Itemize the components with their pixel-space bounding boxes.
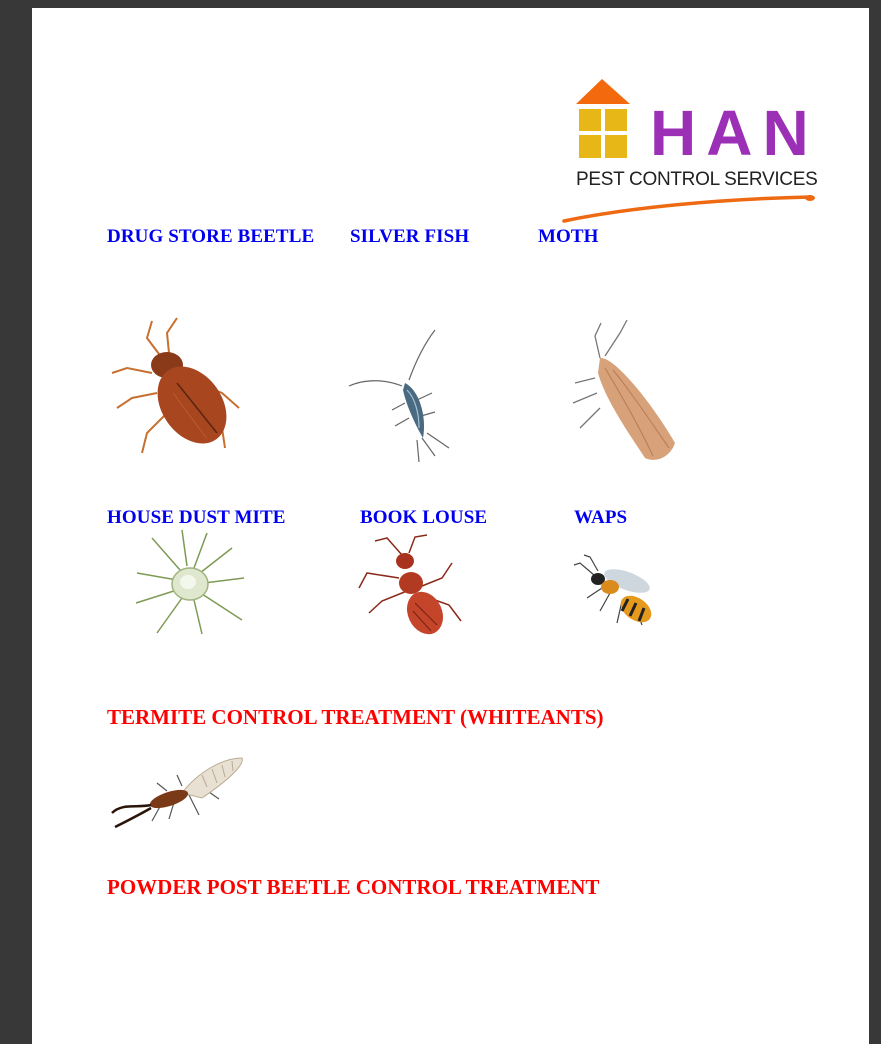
- mite-icon: [132, 528, 247, 636]
- pest-label-moth: MOTH: [538, 226, 599, 247]
- pest-label-waps: WAPS: [574, 507, 628, 528]
- swoosh-icon: [562, 193, 822, 225]
- booklouse-icon: [357, 533, 467, 645]
- beetle-icon: [107, 313, 247, 463]
- pest-label-drug-store-beetle: DRUG STORE BEETLE: [107, 226, 315, 247]
- moth-icon: [565, 318, 685, 468]
- logo-tagline: PEST CONTROL SERVICES: [576, 169, 818, 190]
- section-heading-termite: TERMITE CONTROL TREATMENT (WHITEANTS): [107, 705, 604, 729]
- wasp-icon: [572, 553, 667, 645]
- silverfish-icon: [347, 328, 462, 463]
- termite-icon: [107, 753, 247, 828]
- pest-label-book-louse: BOOK LOUSE: [360, 507, 488, 528]
- document-page: [32, 8, 869, 1044]
- pest-label-silver-fish: SILVER FISH: [350, 226, 470, 247]
- section-heading-powder-post-beetle: POWDER POST BEETLE CONTROL TREATMENT: [107, 875, 600, 899]
- pest-label-house-dust-mite: HOUSE DUST MITE: [107, 507, 286, 528]
- logo-name: HAN: [650, 97, 819, 169]
- house-logo-icon: [574, 78, 634, 164]
